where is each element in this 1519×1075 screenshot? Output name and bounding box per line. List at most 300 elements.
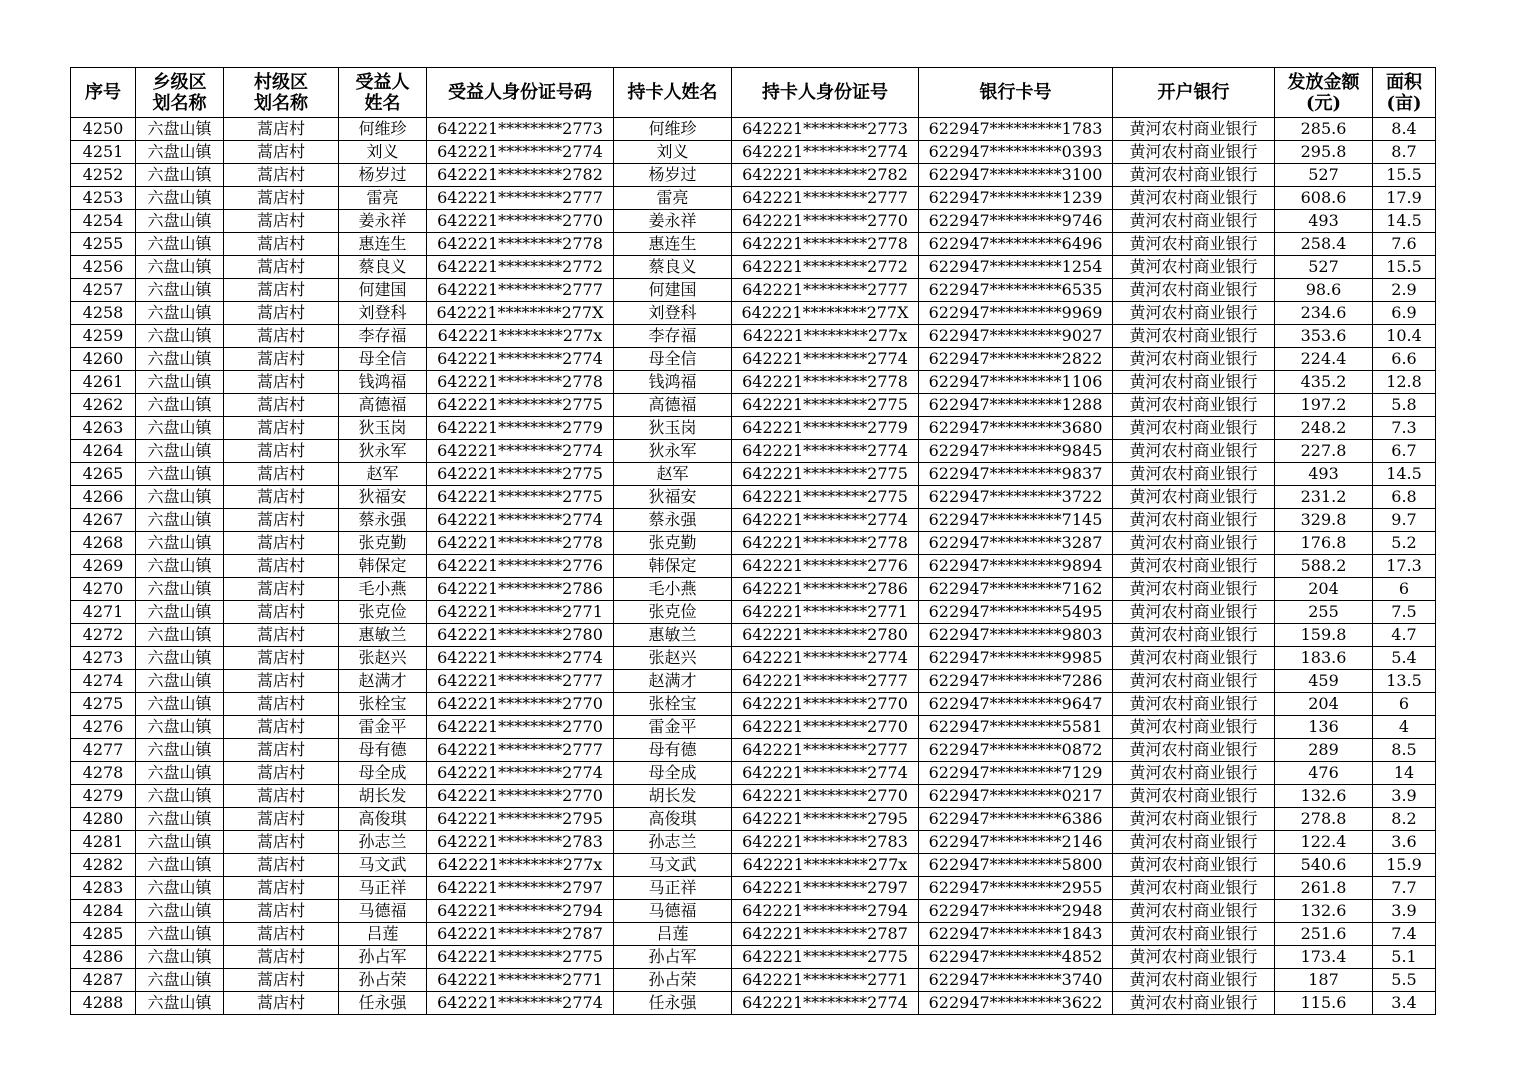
table-cell: 642221********2787 xyxy=(427,923,614,946)
table-cell: 642221********2778 xyxy=(732,532,919,555)
table-cell: 642221********2780 xyxy=(732,624,919,647)
table-cell: 642221********2777 xyxy=(732,670,919,693)
table-cell: 马德福 xyxy=(614,900,732,923)
table-cell: 622947*********1239 xyxy=(919,187,1113,210)
table-cell: 黄河农村商业银行 xyxy=(1113,325,1275,348)
column-header xyxy=(732,68,919,118)
table-cell: 642221********2777 xyxy=(427,739,614,762)
table-cell: 赵军 xyxy=(614,463,732,486)
table-cell: 六盘山镇 xyxy=(136,233,224,256)
table-cell: 622947*********7286 xyxy=(919,670,1113,693)
table-cell: 蒿店村 xyxy=(224,716,339,739)
table-cell: 642221********2774 xyxy=(732,141,919,164)
table-cell: 4277 xyxy=(71,739,136,762)
table-row xyxy=(71,992,1436,1015)
table-cell: 622947*********9647 xyxy=(919,693,1113,716)
table-cell: 642221********2773 xyxy=(427,118,614,141)
table-cell: 高德福 xyxy=(339,394,427,417)
table-cell: 黄河农村商业银行 xyxy=(1113,141,1275,164)
table-cell: 642221********2770 xyxy=(427,716,614,739)
table-cell: 黄河农村商业银行 xyxy=(1113,624,1275,647)
table-cell: 黄河农村商业银行 xyxy=(1113,463,1275,486)
table-row xyxy=(71,854,1436,877)
table-cell: 642221********2778 xyxy=(427,371,614,394)
table-cell: 122.4 xyxy=(1275,831,1373,854)
table-cell: 黄河农村商业银行 xyxy=(1113,647,1275,670)
table-cell: 六盘山镇 xyxy=(136,417,224,440)
table-cell: 622947*********3622 xyxy=(919,992,1113,1015)
table-cell: 353.6 xyxy=(1275,325,1373,348)
column-header-line: 村级区 xyxy=(254,71,308,93)
table-cell: 杨岁过 xyxy=(614,164,732,187)
table-cell: 4251 xyxy=(71,141,136,164)
table-cell: 642221********2777 xyxy=(427,187,614,210)
table-cell: 4252 xyxy=(71,164,136,187)
table-cell: 622947*********2948 xyxy=(919,900,1113,923)
table-cell: 642221********2770 xyxy=(427,693,614,716)
column-header-line: 发放金额 xyxy=(1287,71,1360,93)
table-cell: 黄河农村商业银行 xyxy=(1113,969,1275,992)
table-cell: 六盘山镇 xyxy=(136,486,224,509)
table-cell: 蒿店村 xyxy=(224,785,339,808)
table-cell: 115.6 xyxy=(1275,992,1373,1015)
table-cell: 蔡永强 xyxy=(614,509,732,532)
table-cell: 642221********2777 xyxy=(732,739,919,762)
table-cell: 8.2 xyxy=(1373,808,1436,831)
table-cell: 642221********2778 xyxy=(732,371,919,394)
table-cell: 642221********2777 xyxy=(732,187,919,210)
table-cell: 173.4 xyxy=(1275,946,1373,969)
table-cell: 4250 xyxy=(71,118,136,141)
table-cell: 255 xyxy=(1275,601,1373,624)
table-cell: 蒿店村 xyxy=(224,969,339,992)
table-cell: 642221********2794 xyxy=(427,900,614,923)
table-cell: 赵军 xyxy=(339,463,427,486)
table-cell: 642221********2774 xyxy=(427,647,614,670)
table-cell: 15.9 xyxy=(1373,854,1436,877)
table-cell: 钱鸿福 xyxy=(614,371,732,394)
table-cell: 蒿店村 xyxy=(224,532,339,555)
table-cell: 7.4 xyxy=(1373,923,1436,946)
table-cell: 蔡永强 xyxy=(339,509,427,532)
table-cell: 5.4 xyxy=(1373,647,1436,670)
table-cell: 六盘山镇 xyxy=(136,371,224,394)
table-row xyxy=(71,233,1436,256)
table-cell: 4261 xyxy=(71,371,136,394)
table-cell: 黄河农村商业银行 xyxy=(1113,670,1275,693)
table-cell: 六盘山镇 xyxy=(136,164,224,187)
table-cell: 493 xyxy=(1275,210,1373,233)
table-cell: 234.6 xyxy=(1275,302,1373,325)
table-cell: 289 xyxy=(1275,739,1373,762)
table-cell: 476 xyxy=(1275,762,1373,785)
table-cell: 4255 xyxy=(71,233,136,256)
table-cell: 孙占荣 xyxy=(614,969,732,992)
table-row xyxy=(71,210,1436,233)
table-cell: 622947*********3680 xyxy=(919,417,1113,440)
table-row xyxy=(71,440,1436,463)
table-cell: 杨岁过 xyxy=(339,164,427,187)
table-cell: 8.7 xyxy=(1373,141,1436,164)
column-header-line: 划名称 xyxy=(254,92,308,114)
table-cell: 17.3 xyxy=(1373,555,1436,578)
table-cell: 622947*********5581 xyxy=(919,716,1113,739)
table-cell: 642221********2775 xyxy=(427,394,614,417)
column-header-line: (亩) xyxy=(1386,92,1422,114)
table-cell: 642221********2777 xyxy=(427,279,614,302)
table-cell: 642221********2786 xyxy=(427,578,614,601)
table-cell: 母全成 xyxy=(614,762,732,785)
subsidy-table xyxy=(70,67,1436,1015)
table-cell: 642221********2775 xyxy=(427,463,614,486)
table-cell: 黄河农村商业银行 xyxy=(1113,440,1275,463)
table-cell: 642221********2775 xyxy=(732,394,919,417)
table-cell: 黄河农村商业银行 xyxy=(1113,279,1275,302)
table-cell: 204 xyxy=(1275,693,1373,716)
column-header-line: 乡级区 xyxy=(152,71,207,93)
table-cell: 蒿店村 xyxy=(224,141,339,164)
column-header-line: 划名称 xyxy=(152,92,207,114)
table-cell: 雷金平 xyxy=(339,716,427,739)
table-cell: 642221********2795 xyxy=(427,808,614,831)
table-cell: 蒿店村 xyxy=(224,762,339,785)
table-cell: 159.8 xyxy=(1275,624,1373,647)
table-cell: 狄永军 xyxy=(614,440,732,463)
table-cell: 六盘山镇 xyxy=(136,693,224,716)
table-cell: 642221********277x xyxy=(732,854,919,877)
table-cell: 刘义 xyxy=(614,141,732,164)
table-cell: 蒿店村 xyxy=(224,946,339,969)
table-cell: 黄河农村商业银行 xyxy=(1113,785,1275,808)
table-cell: 雷金平 xyxy=(614,716,732,739)
table-cell: 17.9 xyxy=(1373,187,1436,210)
table-cell: 黄河农村商业银行 xyxy=(1113,256,1275,279)
table-cell: 278.8 xyxy=(1275,808,1373,831)
table-cell: 258.4 xyxy=(1275,233,1373,256)
table-cell: 642221********2779 xyxy=(427,417,614,440)
header-row xyxy=(71,68,1436,118)
table-cell: 622947*********0217 xyxy=(919,785,1113,808)
table-cell: 张栓宝 xyxy=(339,693,427,716)
table-cell: 197.2 xyxy=(1275,394,1373,417)
table-cell: 4273 xyxy=(71,647,136,670)
table-cell: 622947*********9845 xyxy=(919,440,1113,463)
table-cell: 黄河农村商业银行 xyxy=(1113,486,1275,509)
table-cell: 8.5 xyxy=(1373,739,1436,762)
table-cell: 狄福安 xyxy=(614,486,732,509)
column-header-line: 持卡人姓名 xyxy=(627,82,718,103)
column-header-line: 持卡人身份证号 xyxy=(762,82,888,103)
table-cell: 329.8 xyxy=(1275,509,1373,532)
table-cell: 224.4 xyxy=(1275,348,1373,371)
table-cell: 韩保定 xyxy=(339,555,427,578)
table-row xyxy=(71,785,1436,808)
table-cell: 642221********2783 xyxy=(732,831,919,854)
table-cell: 蒿店村 xyxy=(224,854,339,877)
table-cell: 4253 xyxy=(71,187,136,210)
table-cell: 何建国 xyxy=(614,279,732,302)
table-cell: 蒿店村 xyxy=(224,256,339,279)
table-cell: 蒿店村 xyxy=(224,808,339,831)
table-cell: 蒿店村 xyxy=(224,555,339,578)
table-cell: 4287 xyxy=(71,969,136,992)
table-cell: 黄河农村商业银行 xyxy=(1113,233,1275,256)
table-cell: 惠敏兰 xyxy=(339,624,427,647)
table-cell: 9.7 xyxy=(1373,509,1436,532)
table-cell: 何维珍 xyxy=(614,118,732,141)
table-cell: 622947*********1288 xyxy=(919,394,1113,417)
table-cell: 642221********2776 xyxy=(732,555,919,578)
table-cell: 刘义 xyxy=(339,141,427,164)
table-cell: 8.4 xyxy=(1373,118,1436,141)
table-cell: 540.6 xyxy=(1275,854,1373,877)
table-cell: 4276 xyxy=(71,716,136,739)
table-row xyxy=(71,900,1436,923)
table-cell: 4266 xyxy=(71,486,136,509)
table-cell: 622947*********1106 xyxy=(919,371,1113,394)
table-cell: 4269 xyxy=(71,555,136,578)
table-cell: 马文武 xyxy=(614,854,732,877)
table-cell: 4262 xyxy=(71,394,136,417)
table-cell: 高德福 xyxy=(614,394,732,417)
table-cell: 狄永军 xyxy=(339,440,427,463)
table-cell: 622947*********6386 xyxy=(919,808,1113,831)
table-row xyxy=(71,946,1436,969)
table-cell: 蒿店村 xyxy=(224,670,339,693)
table-row xyxy=(71,141,1436,164)
table-cell: 10.4 xyxy=(1373,325,1436,348)
table-cell: 4259 xyxy=(71,325,136,348)
table-cell: 588.2 xyxy=(1275,555,1373,578)
table-row xyxy=(71,831,1436,854)
table-cell: 狄玉岗 xyxy=(339,417,427,440)
table-row xyxy=(71,716,1436,739)
table-cell: 赵满才 xyxy=(614,670,732,693)
table-cell: 六盘山镇 xyxy=(136,394,224,417)
column-header xyxy=(427,68,614,118)
table-cell: 赵满才 xyxy=(339,670,427,693)
table-cell: 642221********2774 xyxy=(732,992,919,1015)
table-cell: 六盘山镇 xyxy=(136,900,224,923)
table-row xyxy=(71,417,1436,440)
table-cell: 5.2 xyxy=(1373,532,1436,555)
table-cell: 4280 xyxy=(71,808,136,831)
table-row xyxy=(71,394,1436,417)
table-cell: 642221********277x xyxy=(427,854,614,877)
table-cell: 六盘山镇 xyxy=(136,279,224,302)
table-cell: 642221********2771 xyxy=(732,969,919,992)
table-cell: 6.8 xyxy=(1373,486,1436,509)
table-cell: 4260 xyxy=(71,348,136,371)
table-row xyxy=(71,969,1436,992)
table-cell: 孙占荣 xyxy=(339,969,427,992)
table-row xyxy=(71,624,1436,647)
column-header-line: 姓名 xyxy=(364,92,401,114)
table-cell: 蔡良义 xyxy=(339,256,427,279)
table-cell: 622947*********2955 xyxy=(919,877,1113,900)
table-cell: 176.8 xyxy=(1275,532,1373,555)
table-cell: 642221********2774 xyxy=(732,647,919,670)
table-cell: 毛小燕 xyxy=(339,578,427,601)
table-cell: 六盘山镇 xyxy=(136,969,224,992)
table-cell: 4257 xyxy=(71,279,136,302)
table-cell: 622947*********9746 xyxy=(919,210,1113,233)
column-header xyxy=(919,68,1113,118)
table-cell: 642221********277x xyxy=(732,325,919,348)
table-cell: 642221********2770 xyxy=(732,785,919,808)
table-row xyxy=(71,118,1436,141)
table-cell: 蒿店村 xyxy=(224,831,339,854)
table-cell: 六盘山镇 xyxy=(136,946,224,969)
table-row xyxy=(71,256,1436,279)
table-row xyxy=(71,578,1436,601)
table-cell: 张赵兴 xyxy=(614,647,732,670)
table-cell: 622947*********9969 xyxy=(919,302,1113,325)
table-cell: 642221********2794 xyxy=(732,900,919,923)
table-cell: 蒿店村 xyxy=(224,302,339,325)
table-cell: 7.3 xyxy=(1373,417,1436,440)
table-cell: 母全信 xyxy=(614,348,732,371)
table-cell: 622947*********0393 xyxy=(919,141,1113,164)
table-row xyxy=(71,279,1436,302)
table-cell: 蒿店村 xyxy=(224,348,339,371)
table-cell: 马文武 xyxy=(339,854,427,877)
table-cell: 张赵兴 xyxy=(339,647,427,670)
table-cell: 毛小燕 xyxy=(614,578,732,601)
table-cell: 622947*********1783 xyxy=(919,118,1113,141)
table-cell: 雷亮 xyxy=(339,187,427,210)
table-cell: 六盘山镇 xyxy=(136,739,224,762)
table-cell: 4274 xyxy=(71,670,136,693)
table-cell: 622947*********9027 xyxy=(919,325,1113,348)
table-cell: 527 xyxy=(1275,164,1373,187)
table-cell: 6.9 xyxy=(1373,302,1436,325)
table-cell: 黄河农村商业银行 xyxy=(1113,693,1275,716)
table-cell: 642221********277X xyxy=(732,302,919,325)
column-header xyxy=(1373,68,1436,118)
table-row xyxy=(71,693,1436,716)
table-cell: 642221********2787 xyxy=(732,923,919,946)
column-header-line: 受益人 xyxy=(355,71,410,93)
column-header-line: 开户银行 xyxy=(1157,82,1230,103)
table-header xyxy=(71,68,1436,118)
table-cell: 胡长发 xyxy=(614,785,732,808)
table-cell: 261.8 xyxy=(1275,877,1373,900)
table-cell: 六盘山镇 xyxy=(136,624,224,647)
table-cell: 蔡良义 xyxy=(614,256,732,279)
table-row xyxy=(71,348,1436,371)
table-cell: 母全成 xyxy=(339,762,427,785)
table-cell: 4268 xyxy=(71,532,136,555)
table-cell: 六盘山镇 xyxy=(136,808,224,831)
column-header-line: (元) xyxy=(1305,92,1342,114)
table-cell: 黄河农村商业银行 xyxy=(1113,831,1275,854)
table-cell: 4281 xyxy=(71,831,136,854)
table-cell: 7.6 xyxy=(1373,233,1436,256)
table-cell: 7.7 xyxy=(1373,877,1436,900)
table-cell: 六盘山镇 xyxy=(136,325,224,348)
table-cell: 蒿店村 xyxy=(224,371,339,394)
table-cell: 622947*********0872 xyxy=(919,739,1113,762)
table-cell: 622947*********7145 xyxy=(919,509,1113,532)
table-cell: 蒿店村 xyxy=(224,624,339,647)
table-row xyxy=(71,325,1436,348)
table-cell: 李存福 xyxy=(339,325,427,348)
table-cell: 母有德 xyxy=(614,739,732,762)
table-cell: 183.6 xyxy=(1275,647,1373,670)
table-cell: 642221********2783 xyxy=(427,831,614,854)
table-cell: 642221********2774 xyxy=(427,509,614,532)
table-row xyxy=(71,670,1436,693)
table-cell: 黄河农村商业银行 xyxy=(1113,348,1275,371)
table-cell: 622947*********9985 xyxy=(919,647,1113,670)
table-cell: 黄河农村商业银行 xyxy=(1113,532,1275,555)
table-cell: 4 xyxy=(1373,716,1436,739)
table-cell: 187 xyxy=(1275,969,1373,992)
table-cell: 4265 xyxy=(71,463,136,486)
table-cell: 韩保定 xyxy=(614,555,732,578)
table-row xyxy=(71,302,1436,325)
table-cell: 5.1 xyxy=(1373,946,1436,969)
table-cell: 吕莲 xyxy=(339,923,427,946)
table-cell: 227.8 xyxy=(1275,440,1373,463)
table-cell: 六盘山镇 xyxy=(136,210,224,233)
table-cell: 蒿店村 xyxy=(224,647,339,670)
table-cell: 642221********2775 xyxy=(732,463,919,486)
table-row xyxy=(71,463,1436,486)
table-cell: 何建国 xyxy=(339,279,427,302)
table-cell: 黄河农村商业银行 xyxy=(1113,118,1275,141)
table-cell: 六盘山镇 xyxy=(136,762,224,785)
table-cell: 黄河农村商业银行 xyxy=(1113,371,1275,394)
table-cell: 622947*********5800 xyxy=(919,854,1113,877)
table-cell: 642221********2797 xyxy=(732,877,919,900)
column-header-line: 面积 xyxy=(1386,71,1422,93)
table-cell: 642221********2774 xyxy=(732,762,919,785)
table-cell: 493 xyxy=(1275,463,1373,486)
table-cell: 刘登科 xyxy=(339,302,427,325)
table-cell: 六盘山镇 xyxy=(136,716,224,739)
table-cell: 642221********277x xyxy=(427,325,614,348)
table-cell: 4286 xyxy=(71,946,136,969)
table-cell: 622947*********6496 xyxy=(919,233,1113,256)
column-header-line: 银行卡号 xyxy=(979,82,1052,103)
table-cell: 4263 xyxy=(71,417,136,440)
table-cell: 雷亮 xyxy=(614,187,732,210)
table-cell: 204 xyxy=(1275,578,1373,601)
table-cell: 6.7 xyxy=(1373,440,1436,463)
table-cell: 蒿店村 xyxy=(224,877,339,900)
table-cell: 蒿店村 xyxy=(224,463,339,486)
table-cell: 4254 xyxy=(71,210,136,233)
table-row xyxy=(71,187,1436,210)
table-cell: 蒿店村 xyxy=(224,992,339,1015)
table-cell: 母全信 xyxy=(339,348,427,371)
table-cell: 4256 xyxy=(71,256,136,279)
column-header-line: 序号 xyxy=(85,82,121,103)
table-cell: 蒿店村 xyxy=(224,440,339,463)
table-row xyxy=(71,877,1436,900)
table-cell: 蒿店村 xyxy=(224,417,339,440)
table-cell: 蒿店村 xyxy=(224,394,339,417)
table-cell: 蒿店村 xyxy=(224,739,339,762)
table-cell: 248.2 xyxy=(1275,417,1373,440)
table-cell: 六盘山镇 xyxy=(136,601,224,624)
table-row xyxy=(71,739,1436,762)
table-cell: 蒿店村 xyxy=(224,693,339,716)
table-cell: 2.9 xyxy=(1373,279,1436,302)
table-cell: 胡长发 xyxy=(339,785,427,808)
